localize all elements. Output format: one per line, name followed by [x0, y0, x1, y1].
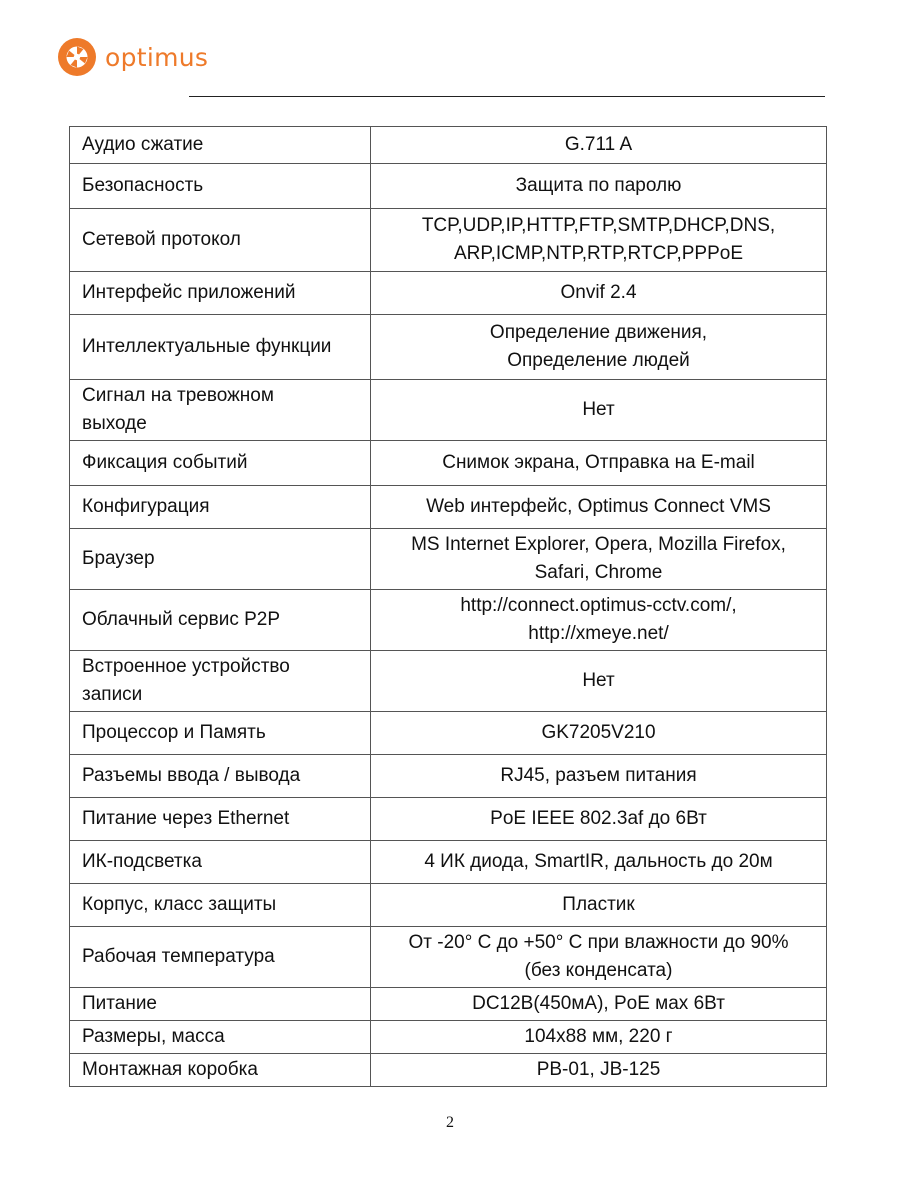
spec-row [70, 841, 827, 884]
spec-value-line: TCP,UDP,IP,HTTP,FTP,SMTP,DHCP,DNS, [421, 215, 776, 236]
spec-row [70, 755, 827, 798]
spec-value-cell [371, 272, 827, 315]
spec-value-line: PB-01, JB-125 [536, 1059, 661, 1080]
spec-row [70, 164, 827, 209]
spec-row [70, 1054, 827, 1087]
spec-row [70, 590, 827, 651]
spec-value-line: MS Internet Explorer, Opera, Mozilla Firefox, [411, 534, 786, 555]
spec-value-cell [371, 1021, 827, 1054]
spec-value-cell [371, 164, 827, 209]
spec-label-line: Размеры, масса [82, 1026, 225, 1047]
spec-value-cell [371, 486, 827, 529]
spec-table-body [70, 127, 827, 1087]
spec-label-line: Облачный сервис P2P [82, 609, 281, 630]
spec-value-cell [371, 712, 827, 755]
spec-value-line: Определение движения, [489, 322, 708, 343]
spec-table [69, 126, 827, 1087]
spec-label-cell [70, 651, 371, 712]
spec-row [70, 651, 827, 712]
spec-row [70, 441, 827, 486]
spec-value-line: Onvif 2.4 [560, 282, 637, 303]
spec-value-cell [371, 1054, 827, 1087]
spec-row [70, 272, 827, 315]
spec-value-line: http://connect.optimus-cctv.com/, [460, 595, 737, 616]
spec-label-cell [70, 1021, 371, 1054]
spec-label-line: Процессор и Память [82, 722, 266, 743]
brand-name: optimus [105, 42, 209, 72]
spec-value-line: Нет [582, 399, 615, 420]
spec-label-line: Питание [82, 993, 157, 1014]
spec-value-line: От -20° С до +50° С при влажности до 90% [408, 932, 789, 953]
spec-row [70, 209, 827, 272]
spec-row [70, 1021, 827, 1054]
spec-label-cell [70, 590, 371, 651]
spec-label-line: Интеллектуальные функции [82, 336, 332, 357]
spec-value-cell [371, 127, 827, 164]
header-divider [189, 96, 825, 97]
spec-value-cell [371, 529, 827, 590]
spec-value-line: Safari, Chrome [534, 562, 663, 583]
spec-label-line: Фиксация событий [82, 452, 248, 473]
spec-label-cell [70, 486, 371, 529]
spec-row [70, 927, 827, 988]
spec-value-cell [371, 841, 827, 884]
spec-label-cell [70, 529, 371, 590]
spec-row [70, 529, 827, 590]
spec-row [70, 712, 827, 755]
spec-label-cell [70, 755, 371, 798]
spec-value-cell [371, 927, 827, 988]
spec-value-cell [371, 441, 827, 486]
spec-label-line: Разъемы ввода / вывода [82, 765, 301, 786]
spec-value-line: GK7205V210 [541, 722, 656, 743]
page-number: 2 [446, 1114, 454, 1131]
spec-row [70, 380, 827, 441]
spec-label-cell [70, 127, 371, 164]
spec-value-line: DC12В(450мА), PoE мax 6Вт [472, 993, 725, 1014]
spec-label-line: Аудио сжатие [82, 134, 204, 155]
brand-logo [56, 36, 208, 78]
spec-value-line: Web интерфейс, Optimus Connect VMS [426, 496, 771, 517]
spec-value-cell [371, 315, 827, 380]
spec-label-cell [70, 884, 371, 927]
spec-label-line: Корпус, класс защиты [82, 894, 277, 915]
spec-value-cell [371, 380, 827, 441]
spec-label-line: Безопасность [82, 175, 204, 196]
spec-label-line: Конфигурация [82, 496, 210, 517]
spec-label-line: Браузер [82, 548, 155, 569]
spec-label-cell [70, 927, 371, 988]
camera-shutter-icon [56, 36, 98, 78]
spec-value-line: 4 ИК диода, SmartIR, дальность до 20м [424, 851, 773, 872]
spec-label-line: Сигнал на тревожном [82, 385, 274, 406]
spec-label-line: выходе [82, 413, 147, 434]
spec-label-cell [70, 712, 371, 755]
spec-label-cell [70, 798, 371, 841]
spec-label-line: Интерфейс приложений [82, 282, 296, 303]
spec-value-cell [371, 590, 827, 651]
spec-label-cell [70, 315, 371, 380]
spec-label-cell [70, 1054, 371, 1087]
spec-row [70, 315, 827, 380]
spec-row [70, 127, 827, 164]
spec-value-line: (без конденсата) [524, 960, 673, 981]
spec-value-cell [371, 798, 827, 841]
spec-label-cell [70, 209, 371, 272]
spec-label-cell [70, 441, 371, 486]
spec-label-line: Питание через Ethernet [82, 808, 290, 829]
spec-label-line: Встроенное устройство [82, 656, 290, 677]
spec-value-line: Снимок экрана, Отправка на E-mail [442, 452, 755, 473]
spec-label-line: ИК-подсветка [82, 851, 202, 872]
spec-value-line: G.711 A [564, 134, 633, 155]
spec-value-line: PoE IEEE 802.3af до 6Вт [490, 808, 707, 829]
spec-label-cell [70, 841, 371, 884]
spec-value-line: Определение людей [507, 350, 690, 371]
spec-row [70, 988, 827, 1021]
spec-label-line: Сетевой протокол [82, 229, 241, 250]
spec-label-cell [70, 380, 371, 441]
spec-row [70, 486, 827, 529]
spec-value-line: Защита по паролю [515, 175, 682, 196]
spec-value-cell [371, 988, 827, 1021]
spec-label-line: Монтажная коробка [82, 1059, 258, 1080]
spec-value-line: Нет [582, 670, 615, 691]
spec-value-cell [371, 884, 827, 927]
spec-row [70, 798, 827, 841]
spec-value-line: http://xmeye.net/ [528, 623, 669, 644]
spec-row [70, 884, 827, 927]
spec-value-cell [371, 209, 827, 272]
spec-value-line: 104х88 мм, 220 г [524, 1026, 673, 1047]
spec-value-line: Пластик [562, 894, 635, 915]
spec-label-cell [70, 272, 371, 315]
spec-value-cell [371, 651, 827, 712]
spec-label-line: Рабочая температура [82, 946, 275, 967]
spec-value-cell [371, 755, 827, 798]
spec-label-cell [70, 988, 371, 1021]
spec-label-cell [70, 164, 371, 209]
spec-label-line: записи [82, 684, 143, 705]
spec-value-line: ARP,ICMP,NTP,RTP,RTCP,PPPoE [453, 243, 743, 264]
spec-value-line: RJ45, разъем питания [500, 765, 697, 786]
